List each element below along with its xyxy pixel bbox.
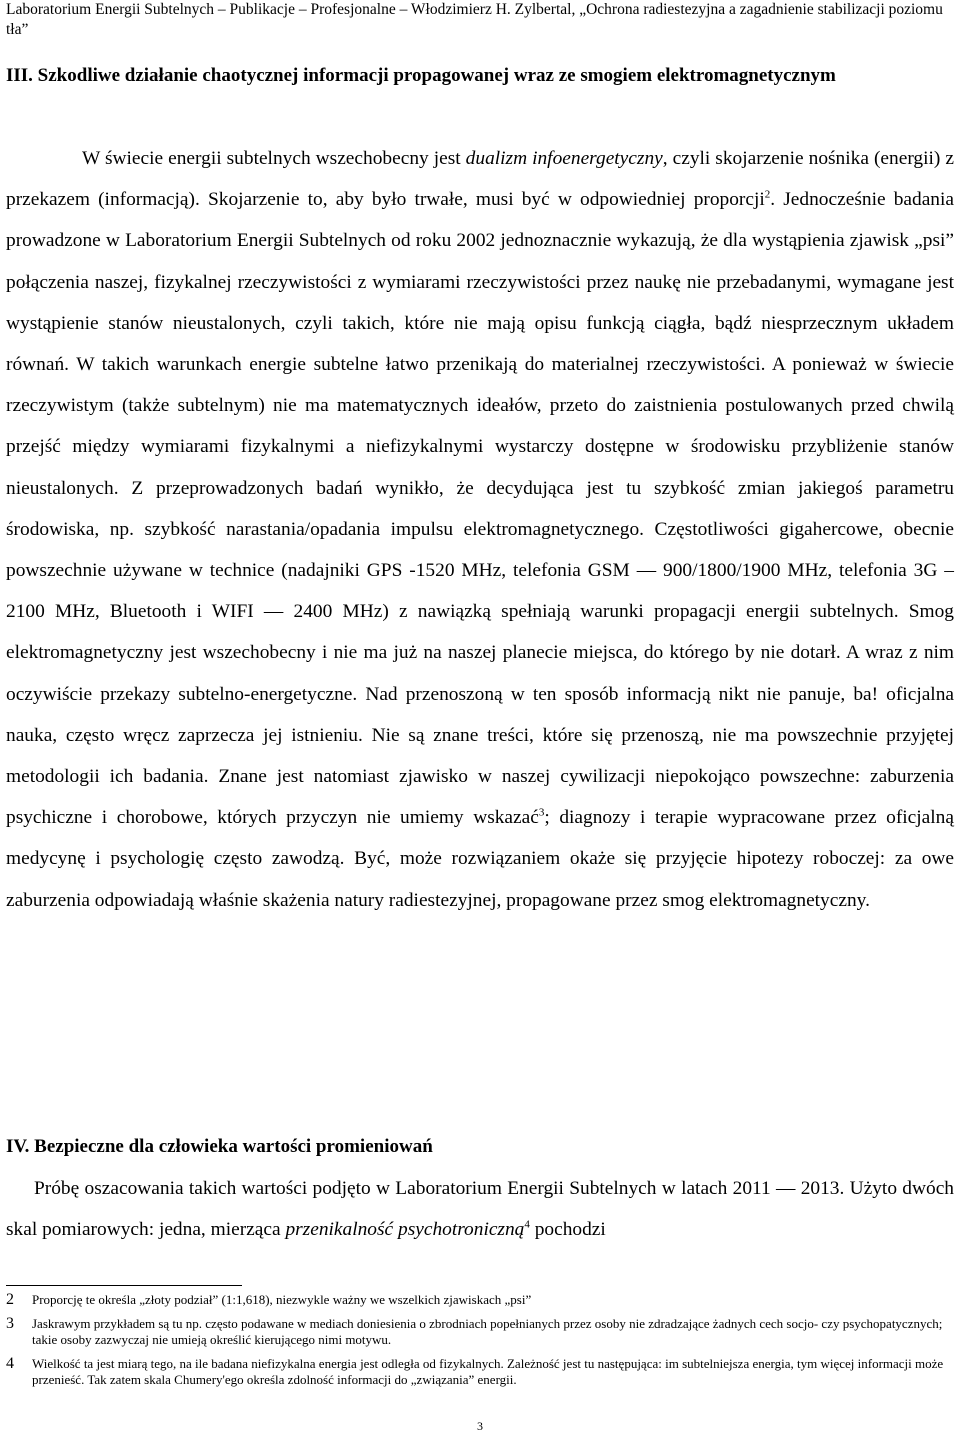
footnote-number: 3 (6, 1314, 14, 1332)
footnote-2 (6, 1292, 954, 1309)
page-number: 3 (477, 1419, 483, 1433)
footnote-number: 2 (6, 1291, 14, 1308)
footnote-ref-4[interactable]: 4 (524, 1218, 530, 1231)
footnote-text: Jaskrawym przykładem są tu np. często podawane w mediach doniesienia o zbrodniach popełnianych przez osoby nie zdradzające żadnych cech socjo- czy psychopatycznych; takie osoby zazwyczaj nie umieją określić kierującego nimi motywu. (32, 1315, 943, 1347)
running-header: Laboratorium Energii Subtelnych – Publikacje – Profesjonalne – Włodzimierz H. Zylbertal, „Ochrona radiestezyjna a zagadnienie stabilizacji poziomu tła” (6, 1, 943, 38)
italic-term: przenikalność psychotroniczną (285, 1219, 525, 1241)
section-3-heading: III. Szkodliwe działanie chaotycznej informacji propagowanej wraz ze smogiem elektromagnetycznym (6, 65, 836, 86)
footnote-4 (6, 1356, 954, 1389)
footnote-3 (6, 1316, 954, 1349)
text-run: W świecie energii subtelnych wszechobecny jest (82, 148, 466, 169)
section-4-heading: IV. Bezpieczne dla człowieka wartości promieniowań (6, 1136, 433, 1157)
section-4-paragraph (6, 1168, 954, 1250)
italic-term: dualizm infoenergetyczny (465, 148, 663, 169)
text-run: . Jednocześnie badania prowadzone w Laboratorium Energii Subtelnych od roku 2002 jednoznacznie wykazują, że dla wystąpienia zjawisk „psi” połączenia naszej, fizykalnej rzeczywistości z wymiarami rzeczywistości przez naukę nie przebadanymi, wymagane jest wystąpienie stanów nieustalonych, czyli takich, które nie mają opisu funkcją ciągła, bądź niesprzecznym układem równań. W takich warunkach energie subtelne łatwo przenikają do materialnej rzeczywistości. A ponieważ w świecie rzeczywistym (także subtelnym) nie ma matematycznych ideałów, przeto do zaistnienia postulowanych przed chwilą przejść między wymiarami fizykalnymi a niefizykalnymi wystarczy dostępne w środowisku przybliżenie stanów nieustalonych. Z przeprowadzonych badań wynikło, że decydująca jest tu szybkość zmian jakiegoś parametru środowiska, np. szybkość narastania/opadania impulsu elektromagnetycznego. Częstotliwości gigahercowe, obecnie powszechnie używane w technice (nadajniki GPS -1520 MHz, telefonia GSM — 900/1800/1900 MHz, telefonia 3G – 2100 MHz, Bluetooth i WIFI — 2400 MHz) z nawiązką spełniają warunki propagacji energii subtelnych. Smog elektromagnetyczny jest wszechobecny i nie ma już na naszej planecie miejsca, do którego by nie dotarł. A wraz z nim oczywiście przekazy subtelno-energetyczne. Nad przenoszoną w ten sposób informacją nikt nie panuje, ba! oficjalna nauka, często wręcz zaprzecza jej istnieniu. Nie są znane treści, które się przenoszą, nie ma powszechnie przyjętej metodologii ich badania. Znane jest natomiast zjawisko w naszej cywilizacji niepokojąco powszechne: zaburzenia psychiczne i chorobowe, których przyczyn nie umiemy wskazać (6, 189, 954, 829)
text-run: Próbę oszacowania takich wartości podjęto w Laboratorium Energii Subtelnych w latach 2011 — 2013. Użyto dwóch skal pomiarowych: jedna, mierząca (6, 1178, 954, 1241)
footnote-text: Proporcję te określa „złoty podział” (1:1,618), niezwykle ważny we wszelkich zjawiskach „psi” (32, 1292, 532, 1307)
section-3-paragraph (6, 138, 954, 921)
footnote-ref-2[interactable]: 2 (764, 188, 771, 201)
footnote-text: Wielkość ta jest miarą tego, na ile badana niefizykalna energia jest odległa od fizykalnych. Zależność jest tu następująca: im subtelniejsza energia, tym więcej informacji może przenieść. Tak zatem skala Chumery'ego określa zdolność informacji do „związania” energii. (32, 1355, 944, 1387)
footnote-number: 4 (6, 1354, 14, 1372)
text-run: ; diagnozy i terapie wypracowane przez oficjalną medycynę i psychologię często zawodzą. Być, może rozwiązaniem okaże się przyjęcie hipotezy roboczej: za owe zaburzenia odpowiadają właśnie skażenia natury radiestezyjnej, propagowane przez smog elektromagnetyczny. (6, 807, 954, 911)
footnote-ref-3[interactable]: 3 (538, 806, 545, 819)
footnotes (6, 1292, 954, 1396)
text-run: pochodzi (529, 1219, 606, 1241)
text-run: , czyli skojarzenie nośnika (energii) z przekazem (informacją). Skojarzenie to, aby było trwałe, musi być w odpowiedniej proporcji (6, 148, 954, 211)
footnote-separator (6, 1285, 242, 1286)
